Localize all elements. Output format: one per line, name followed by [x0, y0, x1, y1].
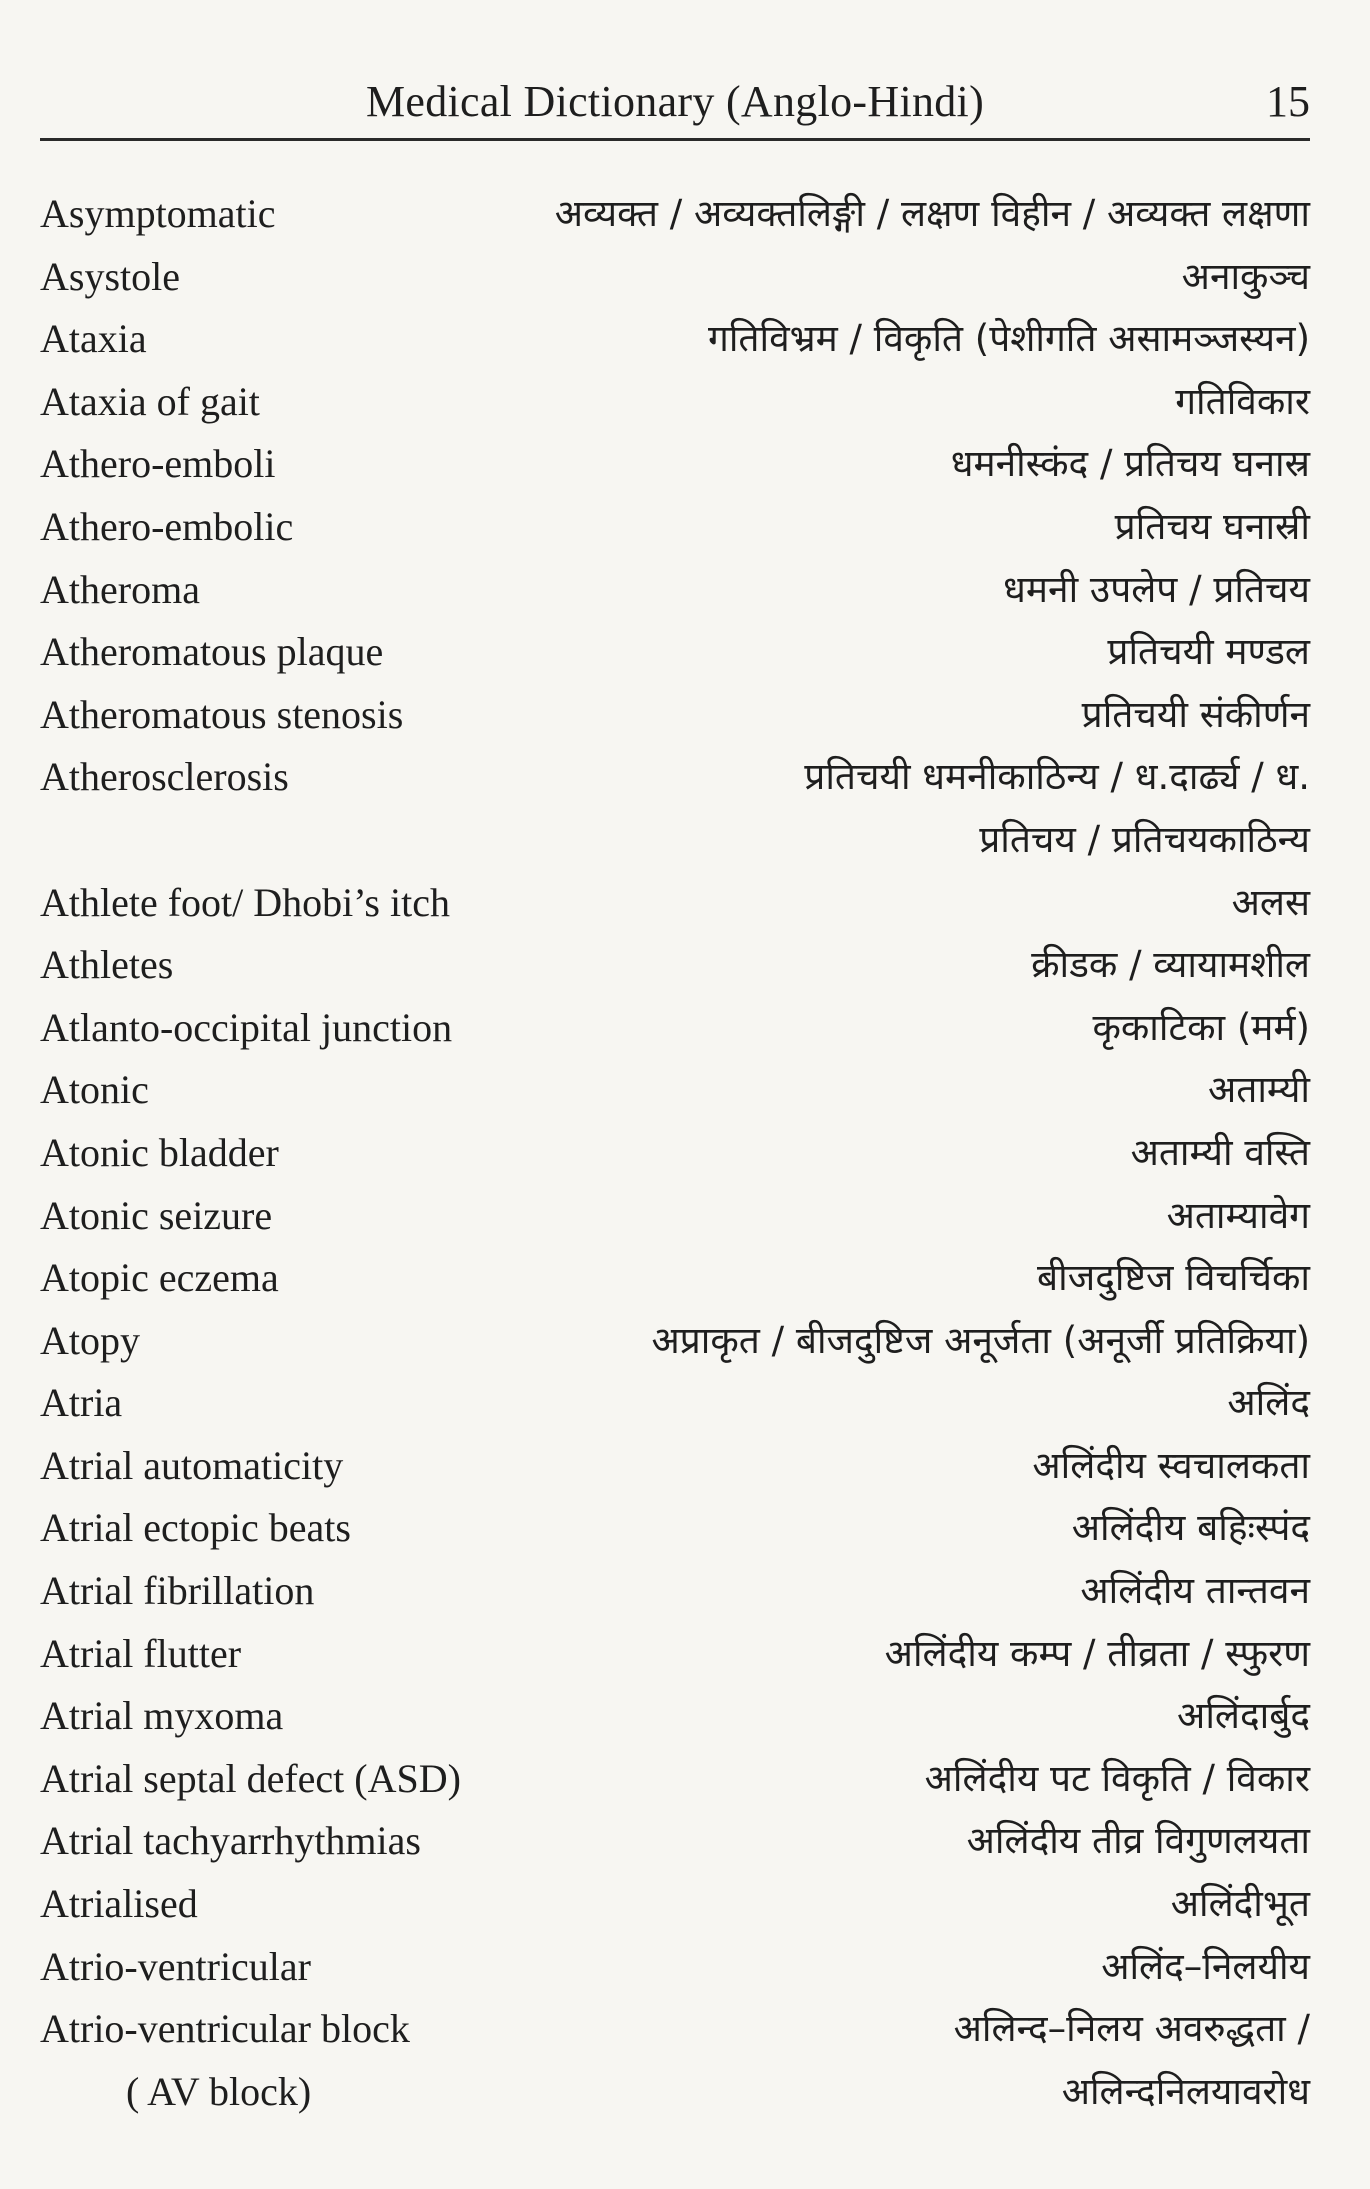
dictionary-entry [40, 934, 1310, 997]
entry-term [40, 872, 450, 935]
entry-term [40, 559, 200, 622]
entry-term-text: Atrial tachyarrhythmias [40, 1818, 421, 1864]
entry-term-subtext: ( AV block) [126, 2068, 312, 2114]
definition-line: अलिंदीभूत [1170, 1882, 1310, 1926]
entry-term-text: Atrial fibrillation [40, 1568, 315, 1614]
definition-line: अलिंद–निलयीय [1101, 1944, 1310, 1988]
definition-line: अलिन्दनिलयावरोध [1061, 2069, 1310, 2113]
definition-line: गतिविभ्रम / विकृति (पेशीगति असामञ्जस्यन) [707, 317, 1310, 361]
definition-line: अलिंदीय पट विकृति / विकार [924, 1756, 1310, 1800]
entry-definition [40, 1310, 1310, 1373]
entry-term [40, 1685, 283, 1748]
dictionary-entry [40, 496, 1310, 559]
entry-term-text: Atonic seizure [40, 1192, 273, 1238]
dictionary-entry [40, 1560, 1310, 1623]
entry-term-text: Atopic eczema [40, 1255, 279, 1301]
entry-term-text: Atrial flutter [40, 1630, 242, 1676]
entry-term-text: Atopy [40, 1317, 140, 1363]
entry-term [40, 1810, 421, 1873]
dictionary-entry [40, 1810, 1310, 1873]
entry-term-text: Asymptomatic [40, 191, 276, 236]
definition-line: अलिंदीय तीव्र विगुणलयता [966, 1819, 1310, 1863]
definition-line: अलिंदीय बहिःस्पंद [1071, 1506, 1310, 1550]
dictionary-entry [40, 1623, 1310, 1686]
entry-definition [40, 1059, 1310, 1122]
entry-term-text: Atonic [40, 1067, 149, 1113]
definition-line: प्रतिचयी संकीर्णन [1081, 692, 1310, 736]
definition-line: प्रतिचयी धमनीकाठिन्य / ध.दार्ढ्य / ध. [804, 755, 1310, 799]
dictionary-entry [40, 684, 1310, 747]
dictionary-entry [40, 746, 1310, 871]
entry-list [40, 183, 1310, 2123]
definition-line: अलिंदीय स्वचालकता [1032, 1443, 1310, 1487]
entry-term-text: Asystole [40, 253, 180, 299]
definition-line: अताम्यी [1207, 1068, 1310, 1112]
entry-term-text: Atheromatous plaque [40, 629, 384, 675]
entry-term-text: Atrio-ventricular [40, 1943, 311, 1989]
entry-term [40, 1435, 343, 1498]
entry-term [40, 1059, 149, 1122]
definition-line: अताम्यी वस्ति [1130, 1130, 1310, 1174]
entry-definition [40, 246, 1310, 309]
entry-term-text: Atrio-ventricular block [40, 2006, 410, 2052]
definition-line: अलिंद [1227, 1381, 1310, 1425]
entry-term-text: Athero-emboli [40, 441, 276, 487]
entry-term [40, 1185, 272, 1248]
page-header [40, 70, 1310, 141]
dictionary-entry [40, 183, 1310, 246]
entry-term [40, 1748, 461, 1811]
dictionary-entry [40, 559, 1310, 622]
entry-definition [40, 934, 1310, 997]
dictionary-entry [40, 1372, 1310, 1435]
page-title: Medical Dictionary (Anglo-Hindi) [365, 77, 985, 126]
definition-line: अनाकुञ्च [1181, 254, 1310, 298]
dictionary-entry [40, 1185, 1310, 1248]
entry-term [40, 1936, 311, 1999]
entry-term [40, 1998, 410, 2123]
definition-line: कृकाटिका (मर्म) [1092, 1005, 1310, 1049]
dictionary-entry [40, 872, 1310, 935]
dictionary-entry [40, 997, 1310, 1060]
dictionary-entry [40, 1936, 1310, 1999]
entry-term [40, 1623, 241, 1686]
entry-term [40, 246, 180, 309]
dictionary-entry [40, 371, 1310, 434]
entry-term-text: Atrial automaticity [40, 1442, 344, 1488]
dictionary-entry [40, 1998, 1310, 2123]
entry-term [40, 746, 289, 809]
entry-term-text: Atria [40, 1380, 123, 1426]
dictionary-entry [40, 1873, 1310, 1936]
dictionary-entry [40, 308, 1310, 371]
entry-term [40, 1122, 279, 1185]
entry-term [40, 1873, 198, 1936]
entry-term-text: Atherosclerosis [40, 754, 289, 800]
definition-line: धमनीस्कंद / प्रतिचय घनास्र [950, 442, 1310, 486]
entry-term [40, 1372, 122, 1435]
dictionary-entry [40, 621, 1310, 684]
entry-term [40, 621, 383, 684]
definition-line: अलस [1231, 880, 1310, 924]
dictionary-entry [40, 1497, 1310, 1560]
entry-term-text: Atrial myxoma [40, 1693, 284, 1739]
definition-line: अप्राकृत / बीजदुष्टिज अनूर्जता (अनूर्जी प्रतिक्रिया) [651, 1318, 1310, 1362]
entry-term-text: Atrial septal defect (ASD) [40, 1755, 461, 1801]
definition-line: प्रतिचयी मण्डल [1107, 630, 1310, 674]
entry-term [40, 371, 260, 434]
definition-line: अलिन्द–निलय अवरुद्धता / [953, 2007, 1310, 2051]
entry-term [40, 1310, 140, 1373]
page-number: 15 [1266, 77, 1310, 126]
dictionary-entry [40, 1310, 1310, 1373]
dictionary-entry [40, 1435, 1310, 1498]
entry-term-text: Athero-embolic [40, 503, 294, 549]
entry-term [40, 934, 173, 997]
dictionary-entry [40, 1247, 1310, 1310]
entry-term-text: Athletes [40, 942, 174, 988]
entry-definition [40, 308, 1310, 371]
definition-line: अव्यक्त / अव्यक्तलिङ्गी / लक्षण विहीन / अव्यक्त लक्षणा [554, 192, 1310, 235]
definition-line: क्रीडक / व्यायामशील [1031, 943, 1310, 987]
definition-line: गतिविकार [1175, 379, 1310, 423]
dictionary-entry [40, 1059, 1310, 1122]
definition-line: अताम्यावेग [1166, 1193, 1310, 1237]
entry-definition [40, 1372, 1310, 1435]
entry-term-text: Ataxia [40, 316, 147, 362]
dictionary-entry [40, 1685, 1310, 1748]
entry-term [40, 183, 276, 246]
definition-line: प्रतिचय / प्रतिचयकाठिन्य [979, 817, 1310, 861]
entry-term [40, 433, 276, 496]
definition-line: प्रतिचय घनास्री [1114, 504, 1310, 548]
entry-definition [40, 559, 1310, 622]
definition-line: अलिंदीय कम्प / तीव्रता / स्फुरण [884, 1631, 1310, 1675]
definition-line: बीजदुष्टिज विचर्चिका [1037, 1256, 1310, 1300]
entry-term [40, 496, 293, 559]
dictionary-entry [40, 1122, 1310, 1185]
dictionary-page [40, 70, 1310, 2123]
entry-term [40, 1560, 314, 1623]
definition-line: अलिंदीय तान्तवन [1080, 1569, 1310, 1613]
entry-term [40, 1497, 351, 1560]
entry-term-text: Atheromatous stenosis [40, 691, 404, 737]
entry-term [40, 1247, 279, 1310]
entry-definition [40, 1873, 1310, 1936]
entry-term-text: Atlanto-occipital junction [40, 1004, 453, 1050]
definition-line: अलिंदार्बुद [1177, 1694, 1310, 1738]
entry-term [40, 308, 147, 371]
entry-term [40, 684, 403, 747]
dictionary-entry [40, 246, 1310, 309]
dictionary-entry [40, 1748, 1310, 1811]
entry-term-text: Atonic bladder [40, 1129, 279, 1175]
entry-term-text: Atrialised [40, 1881, 198, 1927]
entry-term-text: Atrial ectopic beats [40, 1505, 351, 1551]
dictionary-entry [40, 433, 1310, 496]
entry-term [40, 997, 452, 1060]
entry-term-text: Ataxia of gait [40, 378, 260, 424]
entry-term-text: Athlete foot/ Dhobi’s itch [40, 879, 450, 925]
definition-line: धमनी उपलेप / प्रतिचय [1003, 567, 1310, 611]
entry-term-text: Atheroma [40, 566, 200, 612]
